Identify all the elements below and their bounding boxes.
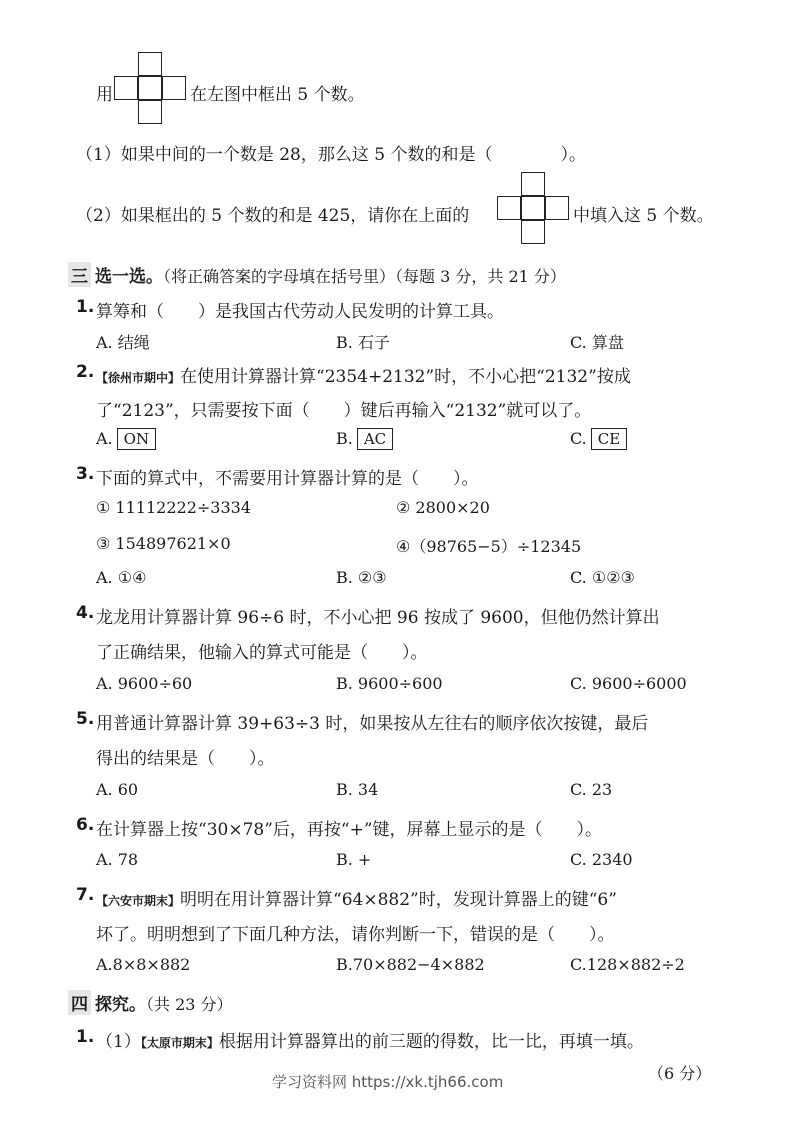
q3-item-3: ③ 154897621×0 — [96, 534, 231, 553]
s4-q1-source-tag: 【太原市期末】 — [140, 1036, 219, 1050]
q2-number: 2. — [76, 362, 95, 382]
q6-option-b: B. + — [336, 850, 372, 869]
key-on: ON — [117, 428, 156, 450]
q6-text: 在计算器上按“30×78”后，再按“+”键，屏幕上显示的是（ ）。 — [96, 820, 603, 840]
q5-text: 用普通计算器计算 39+63÷3 时，如果按从左往右的顺序依次按键，最后 — [96, 714, 649, 734]
q4-text: 龙龙用计算器计算 96÷6 时，不小心把 96 按成了 9600，但他仍然计算出 — [96, 608, 660, 628]
section-4-number: 四 — [68, 990, 91, 1015]
section-4-note: （共 23 分） — [146, 995, 233, 1014]
footer-watermark: 学习资料网 https://xk.tjh66.com — [272, 1073, 504, 1091]
q7-source-tag: 【六安市期末】 — [96, 894, 181, 908]
q2-source-tag: 【徐州市期中】 — [96, 371, 181, 385]
s4-q1-score: （6 分） — [648, 1064, 712, 1083]
q3-item-1: ① 11112222÷3334 — [96, 498, 251, 517]
section-3-note: （将正确答案的字母填在括号里）（每题 3 分，共 21 分） — [163, 267, 566, 286]
q6-option-a: A. 78 — [96, 850, 139, 869]
q2-option-a: A. ON — [96, 428, 156, 450]
key-ce: CE — [591, 428, 627, 450]
q3-option-c: C. ①②③ — [570, 568, 635, 587]
top-question-1: （1）如果中间的一个数是 28，那么这 5 个数的和是（ ）。 — [76, 145, 586, 165]
q7-option-b: B.70×882−4×882 — [336, 955, 485, 974]
q4-number: 4. — [76, 603, 95, 623]
q4-text-2: 了正确结果，他输入的算式可能是（ ）。 — [96, 643, 428, 663]
q3-number: 3. — [76, 464, 95, 484]
s4-q1-line — [96, 1027, 644, 1052]
q4-option-a: A. 9600÷60 — [96, 674, 193, 693]
q7-line-1 — [96, 885, 617, 910]
s4-q1-prefix: （1） — [96, 1032, 141, 1052]
q2-text: 在使用计算器计算“2354+2132”时，不小心把“2132”按成 — [180, 367, 631, 387]
q6-number: 6. — [76, 815, 95, 835]
q7-option-a: A.8×8×882 — [96, 955, 191, 974]
q3-text: 下面的算式中，不需要用计算器计算的是（ ）。 — [96, 469, 479, 489]
q3-option-a: A. ①④ — [96, 568, 147, 587]
q5-option-a: A. 60 — [96, 780, 139, 799]
top-question-2-prefix: （2）如果框出的 5 个数的和是 425，请你在上面的 — [76, 206, 470, 226]
s4-q1-number: 1. — [76, 1027, 95, 1047]
q1-option-a: A. 结绳 — [96, 333, 150, 352]
q2-option-b: B. AC — [336, 428, 393, 450]
q7-text-2: 坏了。明明想到了下面几种方法，请你判断一下，错误的是（ ）。 — [96, 925, 615, 945]
q7-text: 明明在用计算器计算“64×882”时，发现计算器上的键“6” — [180, 890, 617, 910]
q1-option-c: C. 算盘 — [570, 333, 624, 352]
section-4-title: 探究。 — [95, 995, 146, 1015]
q2-option-c: C. CE — [570, 428, 627, 450]
q3-option-b: B. ②③ — [336, 568, 387, 587]
q5-text-2: 得出的结果是（ ）。 — [96, 749, 275, 769]
section-4-heading — [68, 990, 233, 1015]
q7-number: 7. — [76, 885, 95, 905]
use-prefix: 用 — [96, 85, 113, 105]
cross-shape-2 — [497, 172, 572, 247]
q7-option-c: C.128×882÷2 — [570, 955, 685, 974]
q5-number: 5. — [76, 709, 95, 729]
q3-item-2: ② 2800×20 — [396, 498, 490, 517]
q1-option-b: B. 石子 — [336, 333, 390, 352]
q5-option-b: B. 34 — [336, 780, 379, 799]
q4-option-b: B. 9600÷600 — [336, 674, 443, 693]
q1-text: 算筹和（ ）是我国古代劳动人民发明的计算工具。 — [96, 302, 504, 322]
q2-text-2: 了“2123”，只需要按下面（ ）键后再输入“2132”就可以了。 — [96, 401, 592, 421]
q1-number: 1. — [76, 297, 95, 317]
key-ac: AC — [357, 428, 393, 450]
q3-item-4: ④（98765−5）÷12345 — [396, 537, 582, 556]
use-suffix: 在左图中框出 5 个数。 — [190, 85, 365, 105]
section-3-number: 三 — [68, 262, 91, 287]
cross-shape-1 — [114, 52, 189, 127]
q5-option-c: C. 23 — [570, 780, 613, 799]
q2-line-1 — [96, 362, 631, 387]
q4-option-c: C. 9600÷6000 — [570, 674, 687, 693]
s4-q1-text: 根据用计算器算出的前三题的得数，比一比，再填一填。 — [218, 1032, 644, 1052]
section-3-title: 选一选。 — [95, 267, 163, 287]
section-3-heading — [68, 262, 566, 287]
top-question-2-suffix: 中填入这 5 个数。 — [573, 206, 714, 226]
q6-option-c: C. 2340 — [570, 850, 633, 869]
